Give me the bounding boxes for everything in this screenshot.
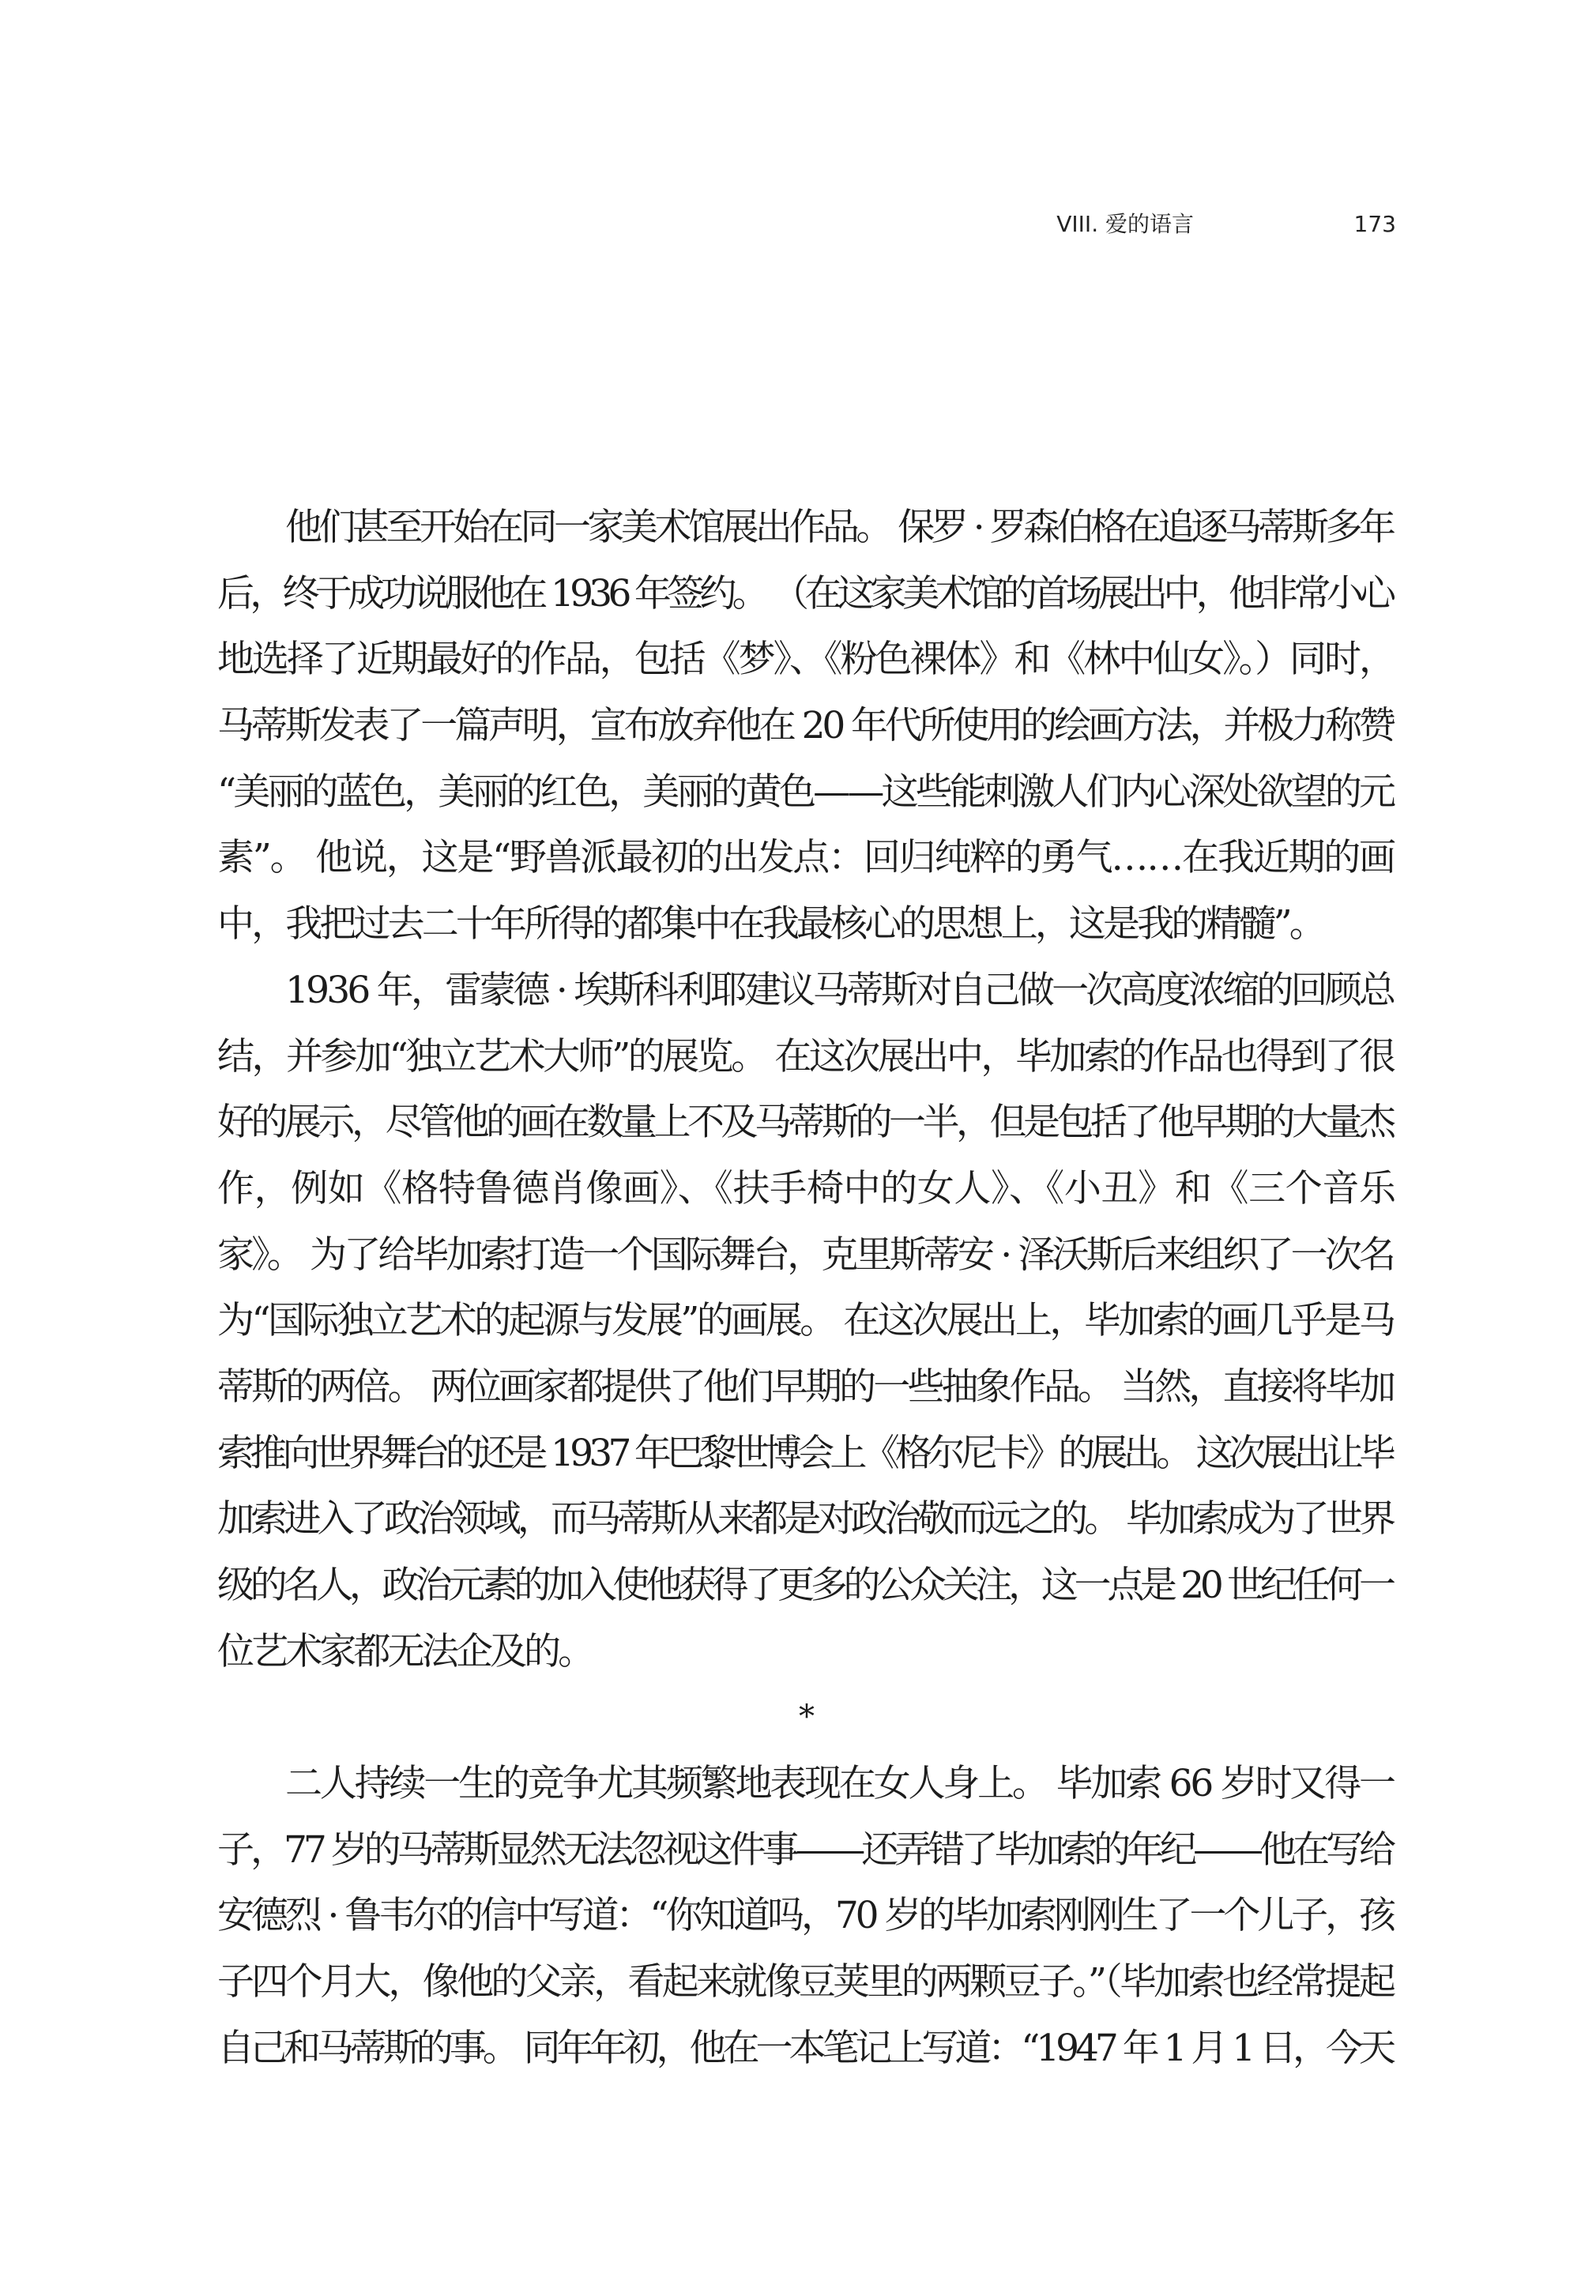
- paragraph: [217, 958, 1396, 1685]
- text-line-content: 素”。 他说，这是“野兽派最初的出发点：回归纯粹的勇气……在我近期的画: [217, 836, 1395, 880]
- text-line-content: 马蒂斯发表了一篇声明，宣布放弃他在 20 年代所使用的绘画方法，并极力称赞: [217, 704, 1393, 748]
- text-line: [217, 1486, 1396, 1553]
- section-separator: [217, 1684, 1396, 1751]
- text-line-content: 地选择了近期最好的作品，包括《梦》、《粉色裸体》和《林中仙女》。）同时，: [217, 638, 1394, 682]
- text-line-content: 加索进入了政治领域，而马蒂斯从来都是对政治敬而远之的。 毕加索成为了世界: [217, 1497, 1393, 1541]
- text-line-content: 为“国际独立艺术的起源与发展”的画展。 在这次展出上，毕加索的画几乎是马: [217, 1299, 1394, 1343]
- text-line: [217, 1619, 1396, 1685]
- text-line-content: 作，例如《格特鲁德肖像画》、《扶手椅中的女人》、《小丑》和《三个音乐: [217, 1166, 1396, 1210]
- text-line: [217, 693, 1396, 759]
- text-line: [217, 825, 1396, 891]
- text-line-content: 子四个月大，像他的父亲，看起来就像豆荚里的两颗豆子。”（毕加索也经常提起: [217, 1960, 1394, 2004]
- text-line-content: 二人持续一生的竞争尤其频繁地表现在女人身上。 毕加索 66 岁时又得一: [285, 1762, 1394, 1806]
- text-line: [217, 1421, 1396, 1487]
- text-line-content: 位艺术家都无法企及的。: [217, 1629, 593, 1673]
- text-line: [217, 1156, 1396, 1222]
- separator-asterisk: *: [799, 1699, 815, 1736]
- running-header: [948, 207, 1396, 242]
- text-line: [217, 2016, 1396, 2082]
- page-number: 173: [1353, 211, 1396, 237]
- text-line: [217, 759, 1396, 826]
- text-line: [217, 1354, 1396, 1421]
- text-line: [217, 1024, 1396, 1090]
- text-line-content: 索推向世界舞台的还是 1937 年巴黎世博会上《格尔尼卡》的展出。 这次展出让毕: [217, 1431, 1392, 1475]
- text-line: [217, 1949, 1396, 2016]
- text-line-content: 1936 年，雷蒙德 · 埃斯科利耶建议马蒂斯对自己做一次高度浓缩的回顾总: [285, 968, 1394, 1012]
- paragraph: [217, 495, 1396, 958]
- body-text: [217, 495, 1396, 2082]
- text-line-content: 家》。 为了给毕加索打造一个国际舞台，克里斯蒂安 · 泽沃斯后来组织了一次名: [217, 1233, 1394, 1277]
- chapter-title: VIII. 爱的语言: [1056, 211, 1194, 237]
- text-line: [217, 561, 1396, 627]
- text-line-content: 蒂斯的两倍。 两位画家都提供了他们早期的一些抽象作品。 当然，直接将毕加: [217, 1364, 1394, 1409]
- text-line-content: 中，我把过去二十年所得的都集中在我最核心的思想上，这是我的精髓”。: [217, 902, 1323, 947]
- text-line: [217, 1222, 1396, 1289]
- text-line-content: “美丽的蓝色，美丽的红色，美丽的黄色——这些能刺激人们内心深处欲望的元: [217, 770, 1394, 814]
- text-line-content: 结，并参加“独立艺术大师”的展览。 在这次展出中，毕加索的作品也得到了很: [217, 1034, 1394, 1078]
- text-line-content: 后，终于成功说服他在 1936 年签约。 （在这家美术馆的首场展出中，他非常小心: [217, 571, 1392, 615]
- text-line-content: 他们甚至开始在同一家美术馆展出作品。 保罗 · 罗森伯格在追逐马蒂斯多年: [285, 506, 1393, 549]
- text-line-content: 子，77 岁的马蒂斯显然无法忽视这件事——还弄错了毕加索的年纪——他在写给: [217, 1827, 1392, 1872]
- text-line: [217, 1553, 1396, 1619]
- text-line-content: 自己和马蒂斯的事。 同年年初，他在一本笔记上写道：“1947 年 1 月 1 日，今天: [217, 2026, 1392, 2070]
- text-line: [217, 1883, 1396, 1949]
- text-line: [217, 1288, 1396, 1354]
- text-line-content: 级的名人，政治元素的加入使他获得了更多的公众关注，这一点是 20 世纪任何一: [217, 1564, 1392, 1607]
- text-line-content: 好的展示，尽管他的画在数量上不及马蒂斯的一半，但是包括了他早期的大量杰: [217, 1101, 1393, 1145]
- text-line: [217, 627, 1396, 693]
- text-line: [217, 495, 1396, 561]
- text-line: [217, 1817, 1396, 1884]
- text-line: [217, 1090, 1396, 1156]
- text-line: [217, 1751, 1396, 1817]
- paragraph: [217, 1751, 1396, 2081]
- text-line: [217, 891, 1396, 958]
- text-line: [217, 958, 1396, 1024]
- text-line-content: 安德烈 · 鲁韦尔的信中写道：“你知道吗，70 岁的毕加索刚刚生了一个儿子，孩: [217, 1894, 1393, 1938]
